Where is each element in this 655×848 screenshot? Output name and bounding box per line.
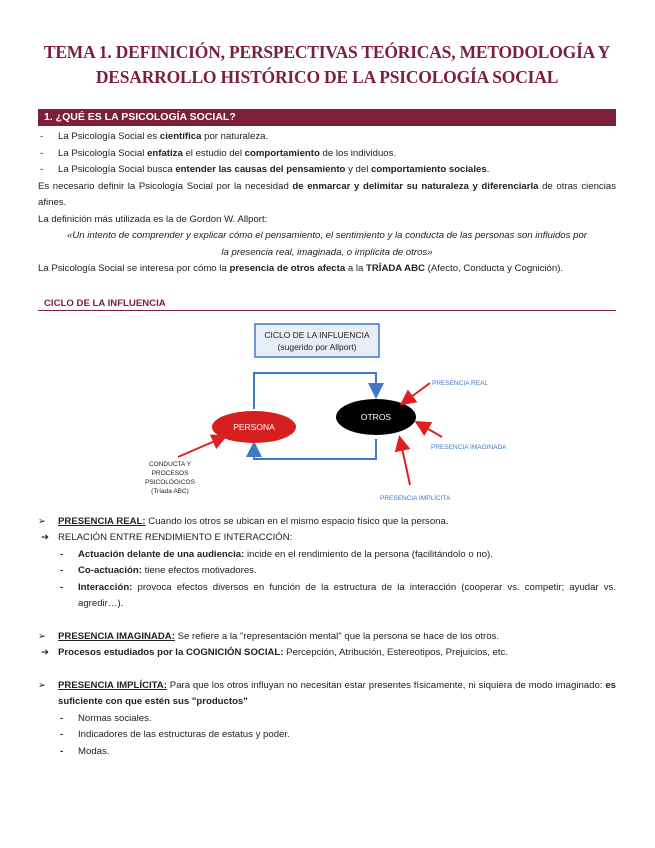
arrow-implicita xyxy=(400,439,410,485)
diagram-svg xyxy=(38,311,616,516)
influence-cycle-diagram xyxy=(38,311,616,516)
section-1-body xyxy=(38,129,616,278)
arrow-imaginada xyxy=(418,423,442,437)
implicita-item-modas: - Modas. xyxy=(60,745,110,757)
paragraph-triada: La Psicología Social se interesa por cómo la presencia de otros afecta a la TRÍADA ABC (Afecto, Conducta y Cognición). xyxy=(38,263,564,274)
implicita-item-normas: - Normas sociales. xyxy=(60,712,152,724)
ciclo-heading: CICLO DE LA INFLUENCIA xyxy=(38,297,616,311)
document-title xyxy=(38,40,616,90)
item-audiencia: - Actuación delante de una audiencia: incide en el rendimiento de la persona (facilitándolo o no). xyxy=(60,548,493,560)
label-presencia-implicita: PRESENCIA IMPLÍCITA xyxy=(380,494,451,502)
bullet-busca: - La Psicología Social busca entender las causas del pensamiento y del comportamiento sociales. xyxy=(38,162,616,179)
label-presencia-real: PRESENCIA REAL xyxy=(432,379,488,387)
presencia-imaginada-bullet: ➢ PRESENCIA IMAGINADA: Se refiere a la "representación mental" que la persona se hace de los otros. xyxy=(38,629,616,646)
implicita-item-estatus: - Indicadores de las estructuras de estatus y poder. xyxy=(60,729,290,740)
conducta-line-4: (Tríada ABC) xyxy=(151,487,189,495)
allport-quote-line-1: «Un intento de comprender y explicar cómo el pensamiento, el sentimiento y la conducta de las personas son influidos por xyxy=(67,230,587,241)
arrow-conducta xyxy=(178,437,224,457)
allport-quote-line-2: la presencia real, imaginada, o implícita de otros» xyxy=(221,246,433,258)
conducta-line-2: PROCESOS xyxy=(151,469,189,477)
arrowhead-icon: ➢ xyxy=(38,515,47,527)
title-line-2: DESARROLLO HISTÓRICO DE LA PSICOLOGÍA SOCIAL xyxy=(95,67,559,87)
arrow-right-icon: ➔ xyxy=(41,532,50,543)
paragraph-definir: Es necesario definir la Psicología Social por la necesidad de enmarcar y delimitar su naturaleza y diferenciarla de otras ciencias afines. xyxy=(38,180,616,208)
relacion-subitem: ➔ RELACIÓN ENTRE RENDIMIENTO E INTERACCIÓN: xyxy=(38,530,616,547)
cognicion-subitem: ➔ Procesos estudiados por la COGNICIÓN SOCIAL: Percepción, Atribución, Estereotipos, Prejuicios, etc. xyxy=(38,645,616,662)
bullet-enfatiza: - La Psicología Social enfatiza el estudio del comportamiento de los individuos. xyxy=(38,146,616,163)
arrow-real xyxy=(403,383,430,403)
cycle-arrow-bottom xyxy=(254,439,376,459)
item-coactuacion: - Co-actuación: tiene efectos motivadores. xyxy=(60,565,257,576)
paragraph-allport: La definición más utilizada es la de Gordon W. Allport: xyxy=(38,213,268,225)
arrowhead-icon: ➢ xyxy=(38,630,47,642)
presencia-real-block xyxy=(38,514,616,613)
conducta-line-1: CONDUCTA Y xyxy=(148,460,192,468)
document-page xyxy=(38,40,616,760)
persona-label: PERSONA xyxy=(233,421,275,432)
item-interaccion: - Interacción: provoca efectos diversos en función de la estructura de la interacción (cooperar vs. competir; ayudar vs. agredir…). xyxy=(60,581,616,609)
arrowhead-icon: ➢ xyxy=(38,679,47,691)
cycle-title-line-2: (sugerido por Allport) xyxy=(277,341,357,352)
presencia-real-bullet: ➢ PRESENCIA REAL: Cuando los otros se ubican en el mismo espacio físico que la persona. xyxy=(38,514,616,531)
title-line-1: TEMA 1. DEFINICIÓN, PERSPECTIVAS TEÓRICAS, METODOLOGÍA Y xyxy=(43,42,611,62)
section-heading-1: 1. ¿QUÉ ES LA PSICOLOGÍA SOCIAL? xyxy=(38,109,616,126)
presencia-implicita-block xyxy=(38,678,616,761)
conducta-line-3: PSICOLÓGICOS xyxy=(145,478,195,486)
presencia-implicita-bullet: ➢ PRESENCIA IMPLÍCITA: Para que los otros influyan no necesitan estar presentes físicamente, ni siquiera de modo imaginado: es suficiente con que estén sus "productos" xyxy=(38,679,616,707)
arrow-right-icon: ➔ xyxy=(41,647,50,658)
cycle-title-box xyxy=(255,324,379,357)
bullet-cientifica: - La Psicología Social es científica por naturaleza. xyxy=(38,129,616,146)
label-presencia-imaginada: PRESENCIA IMAGINADA xyxy=(431,443,507,451)
otros-label: OTROS xyxy=(360,411,392,422)
presencia-imaginada-block xyxy=(38,629,616,662)
cycle-title-line-1: CICLO DE LA INFLUENCIA xyxy=(264,329,370,340)
